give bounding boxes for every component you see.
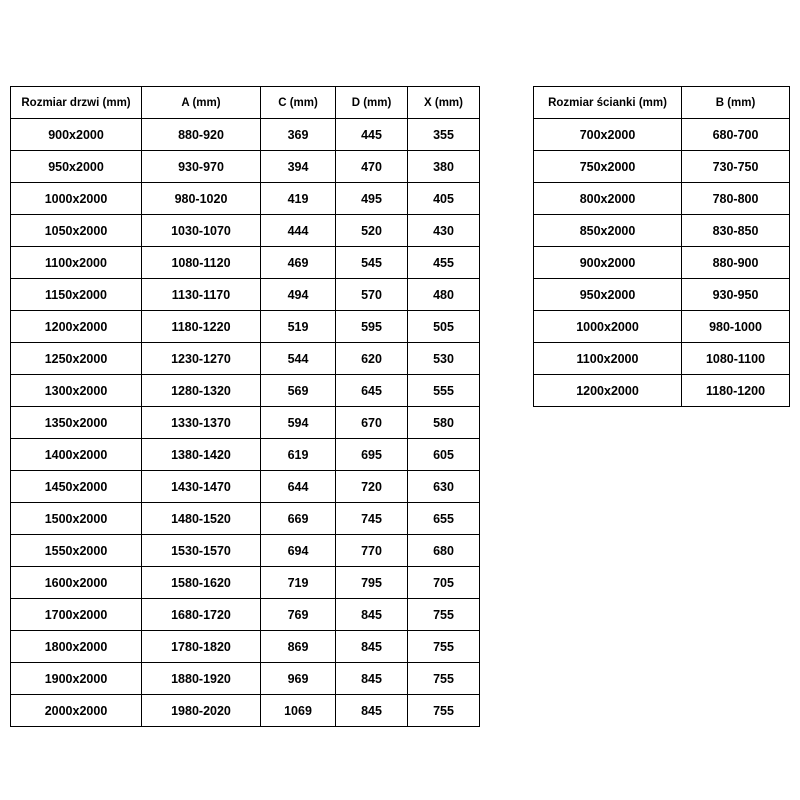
table-cell: 355 xyxy=(408,119,480,151)
table-row xyxy=(534,343,790,375)
table-cell: 930-950 xyxy=(682,279,790,311)
table-cell: 720 xyxy=(336,471,408,503)
table-cell: 494 xyxy=(261,279,336,311)
table-cell: 1880-1920 xyxy=(142,663,261,695)
table-row xyxy=(11,375,480,407)
table-cell: 900x2000 xyxy=(534,247,682,279)
table-cell: 1100x2000 xyxy=(11,247,142,279)
table-header-row xyxy=(11,87,480,119)
table-cell: 480 xyxy=(408,279,480,311)
table-cell: 1330-1370 xyxy=(142,407,261,439)
table-cell: 520 xyxy=(336,215,408,247)
table-cell: 719 xyxy=(261,567,336,599)
table-cell: 930-970 xyxy=(142,151,261,183)
table-cell: 1180-1220 xyxy=(142,311,261,343)
table-cell: 980-1020 xyxy=(142,183,261,215)
column-header-wall-size: Rozmiar ścianki (mm) xyxy=(534,87,682,119)
table-cell: 1800x2000 xyxy=(11,631,142,663)
table-header-row xyxy=(534,87,790,119)
table-cell: 394 xyxy=(261,151,336,183)
table-cell: 800x2000 xyxy=(534,183,682,215)
table-cell: 1200x2000 xyxy=(11,311,142,343)
table-row xyxy=(11,631,480,663)
table-row xyxy=(11,471,480,503)
table-cell: 619 xyxy=(261,439,336,471)
table-cell: 950x2000 xyxy=(11,151,142,183)
table-cell: 795 xyxy=(336,567,408,599)
table-cell: 594 xyxy=(261,407,336,439)
table-row xyxy=(11,343,480,375)
table-cell: 830-850 xyxy=(682,215,790,247)
table-cell: 700x2000 xyxy=(534,119,682,151)
table-cell: 694 xyxy=(261,535,336,567)
table-cell: 1680-1720 xyxy=(142,599,261,631)
table-cell: 1450x2000 xyxy=(11,471,142,503)
table-cell: 380 xyxy=(408,151,480,183)
table-row xyxy=(534,375,790,407)
table-cell: 630 xyxy=(408,471,480,503)
column-header-x: X (mm) xyxy=(408,87,480,119)
table-cell: 1069 xyxy=(261,695,336,727)
table-cell: 850x2000 xyxy=(534,215,682,247)
table-cell: 750x2000 xyxy=(534,151,682,183)
table-row xyxy=(11,119,480,151)
table-cell: 1380-1420 xyxy=(142,439,261,471)
table-row xyxy=(11,407,480,439)
table-cell: 1350x2000 xyxy=(11,407,142,439)
table-row xyxy=(11,311,480,343)
table-cell: 430 xyxy=(408,215,480,247)
table-row xyxy=(534,119,790,151)
table-cell: 755 xyxy=(408,663,480,695)
table-cell: 455 xyxy=(408,247,480,279)
table-row xyxy=(534,279,790,311)
table-row xyxy=(534,247,790,279)
table-row xyxy=(11,695,480,727)
table-row xyxy=(11,151,480,183)
table-cell: 544 xyxy=(261,343,336,375)
table-cell: 845 xyxy=(336,695,408,727)
table-cell: 1480-1520 xyxy=(142,503,261,535)
table-cell: 755 xyxy=(408,695,480,727)
table-cell: 469 xyxy=(261,247,336,279)
table-row xyxy=(11,503,480,535)
column-header-door-size: Rozmiar drzwi (mm) xyxy=(11,87,142,119)
table-cell: 1050x2000 xyxy=(11,215,142,247)
table-cell: 470 xyxy=(336,151,408,183)
table-cell: 845 xyxy=(336,631,408,663)
table-cell: 1700x2000 xyxy=(11,599,142,631)
table-row xyxy=(11,215,480,247)
table-cell: 1280-1320 xyxy=(142,375,261,407)
column-header-a: A (mm) xyxy=(142,87,261,119)
table-cell: 880-900 xyxy=(682,247,790,279)
table-cell: 555 xyxy=(408,375,480,407)
table-row xyxy=(11,183,480,215)
table-cell: 530 xyxy=(408,343,480,375)
table-cell: 1530-1570 xyxy=(142,535,261,567)
table-cell: 1230-1270 xyxy=(142,343,261,375)
table-cell: 1580-1620 xyxy=(142,567,261,599)
table-row xyxy=(534,215,790,247)
table-row xyxy=(534,183,790,215)
table-cell: 1000x2000 xyxy=(534,311,682,343)
table-row xyxy=(534,311,790,343)
table-cell: 1030-1070 xyxy=(142,215,261,247)
table-cell: 570 xyxy=(336,279,408,311)
table-cell: 569 xyxy=(261,375,336,407)
column-header-c: C (mm) xyxy=(261,87,336,119)
table-row xyxy=(11,599,480,631)
table-cell: 505 xyxy=(408,311,480,343)
table-cell: 369 xyxy=(261,119,336,151)
table-cell: 745 xyxy=(336,503,408,535)
table-cell: 769 xyxy=(261,599,336,631)
table-cell: 755 xyxy=(408,599,480,631)
table-cell: 980-1000 xyxy=(682,311,790,343)
table-cell: 1980-2020 xyxy=(142,695,261,727)
table-cell: 1400x2000 xyxy=(11,439,142,471)
table-cell: 1080-1120 xyxy=(142,247,261,279)
table-cell: 1550x2000 xyxy=(11,535,142,567)
table-cell: 770 xyxy=(336,535,408,567)
table-cell: 655 xyxy=(408,503,480,535)
wall-panel-size-table xyxy=(533,86,790,407)
table-cell: 1250x2000 xyxy=(11,343,142,375)
table-cell: 780-800 xyxy=(682,183,790,215)
table-cell: 755 xyxy=(408,631,480,663)
table-row xyxy=(11,567,480,599)
table-cell: 1780-1820 xyxy=(142,631,261,663)
table-cell: 1300x2000 xyxy=(11,375,142,407)
table-row xyxy=(11,439,480,471)
table-cell: 1130-1170 xyxy=(142,279,261,311)
table-row xyxy=(11,535,480,567)
table-row xyxy=(534,151,790,183)
table-cell: 695 xyxy=(336,439,408,471)
table-row xyxy=(11,247,480,279)
table-row xyxy=(11,663,480,695)
table-cell: 705 xyxy=(408,567,480,599)
table-cell: 1200x2000 xyxy=(534,375,682,407)
column-header-d: D (mm) xyxy=(336,87,408,119)
table-cell: 680 xyxy=(408,535,480,567)
table-cell: 669 xyxy=(261,503,336,535)
table-cell: 1150x2000 xyxy=(11,279,142,311)
table-cell: 670 xyxy=(336,407,408,439)
table-cell: 900x2000 xyxy=(11,119,142,151)
table-cell: 869 xyxy=(261,631,336,663)
table-cell: 580 xyxy=(408,407,480,439)
table-cell: 620 xyxy=(336,343,408,375)
table-cell: 1900x2000 xyxy=(11,663,142,695)
table-cell: 1100x2000 xyxy=(534,343,682,375)
table-cell: 2000x2000 xyxy=(11,695,142,727)
table-cell: 1000x2000 xyxy=(11,183,142,215)
table-cell: 950x2000 xyxy=(534,279,682,311)
table-cell: 880-920 xyxy=(142,119,261,151)
table-cell: 1500x2000 xyxy=(11,503,142,535)
table-cell: 1430-1470 xyxy=(142,471,261,503)
table-cell: 545 xyxy=(336,247,408,279)
table-cell: 1080-1100 xyxy=(682,343,790,375)
table-cell: 969 xyxy=(261,663,336,695)
table-cell: 444 xyxy=(261,215,336,247)
table-cell: 1600x2000 xyxy=(11,567,142,599)
table-cell: 730-750 xyxy=(682,151,790,183)
table-cell: 605 xyxy=(408,439,480,471)
table-cell: 680-700 xyxy=(682,119,790,151)
table-cell: 595 xyxy=(336,311,408,343)
table-cell: 519 xyxy=(261,311,336,343)
table-cell: 405 xyxy=(408,183,480,215)
table-cell: 419 xyxy=(261,183,336,215)
column-header-b: B (mm) xyxy=(682,87,790,119)
table-cell: 845 xyxy=(336,663,408,695)
table-cell: 845 xyxy=(336,599,408,631)
table-cell: 495 xyxy=(336,183,408,215)
table-cell: 1180-1200 xyxy=(682,375,790,407)
table-cell: 445 xyxy=(336,119,408,151)
door-size-table xyxy=(10,86,480,727)
table-cell: 645 xyxy=(336,375,408,407)
table-cell: 644 xyxy=(261,471,336,503)
table-row xyxy=(11,279,480,311)
